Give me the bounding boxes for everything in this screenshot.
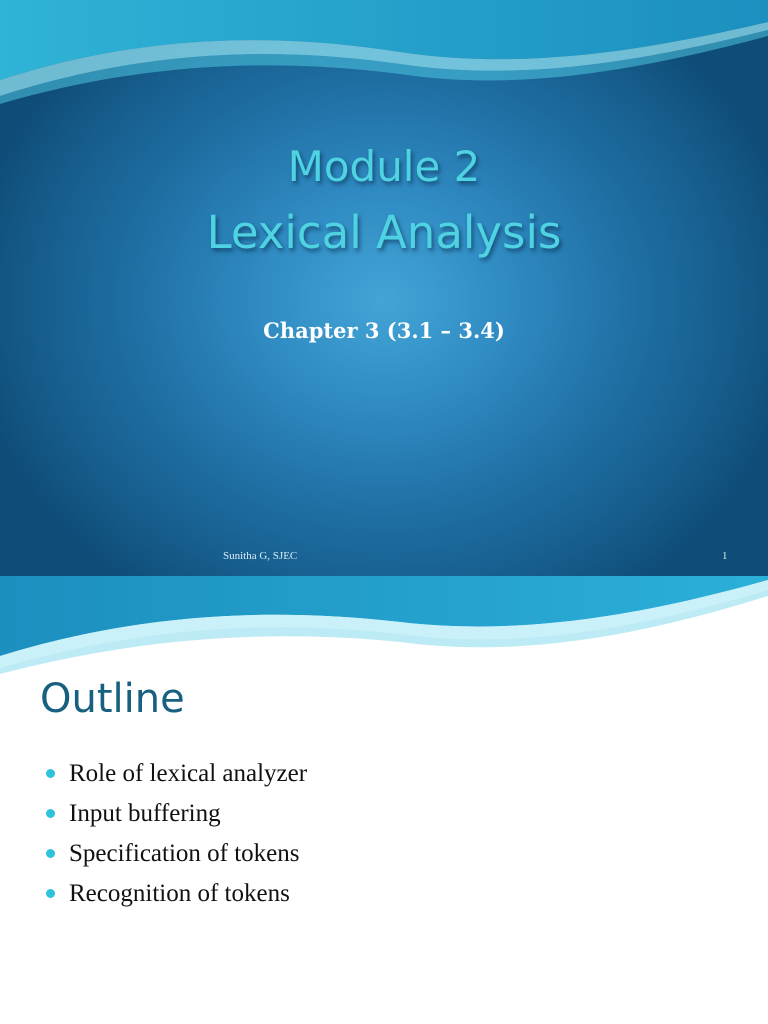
bullet-item [46, 874, 307, 914]
page-number: 1 [722, 550, 728, 562]
bullet-item [46, 794, 307, 834]
footer-author: Sunitha G, SJEC [223, 550, 298, 562]
bullet-item [46, 834, 307, 874]
bullet-text: Input buffering [69, 800, 221, 827]
bullet-text: Specification of tokens [69, 840, 300, 867]
bullet-text: Recognition of tokens [69, 880, 290, 907]
bullet-item [46, 754, 307, 794]
outline-title: Outline [40, 676, 185, 722]
outline-wave-decoration-icon [0, 576, 768, 676]
module-title: Module 2 [287, 142, 481, 191]
outline-bullet-list [46, 754, 307, 914]
chapter-subtitle: Chapter 3 (3.1 – 3.4) [263, 318, 505, 343]
bullet-dot-icon [46, 769, 55, 778]
outline-slide [0, 576, 768, 1024]
bullet-dot-icon [46, 849, 55, 858]
top-wave-decoration-icon [0, 0, 768, 110]
bullet-text: Role of lexical analyzer [69, 760, 308, 787]
bullet-dot-icon [46, 889, 55, 898]
bullet-dot-icon [46, 809, 55, 818]
lecture-title: Lexical Analysis [206, 206, 562, 259]
